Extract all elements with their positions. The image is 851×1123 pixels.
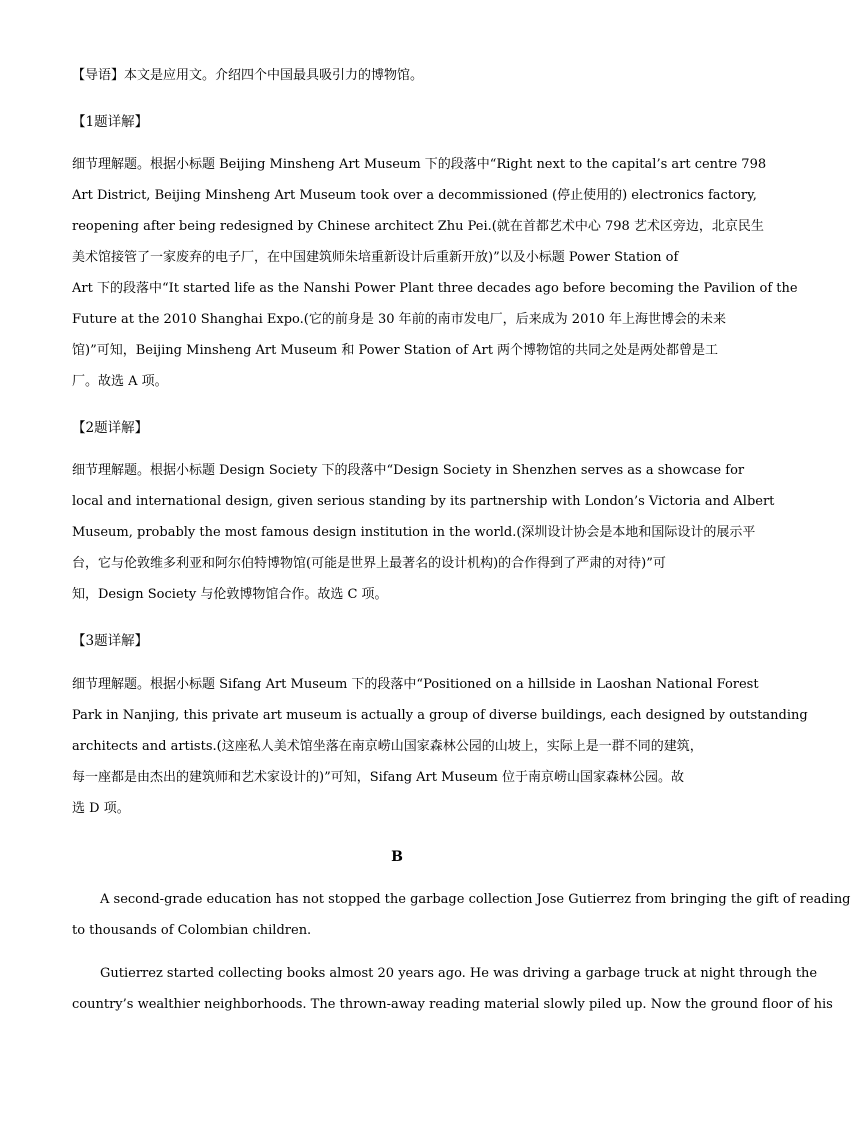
q1-line: 美术馆接管了一家废弃的电子厂，在中国建筑师朱培重新设计后重新开放)”以及小标题 Power Station of xyxy=(72,250,679,265)
q1-heading: 【1题详解】 xyxy=(72,114,149,130)
q2-heading: 【2题详解】 xyxy=(72,420,149,436)
q1-line: 厂。故选 A 项。 xyxy=(72,374,168,389)
q2-line: 知，Design Society 与伦敦博物馆合作。故选 C 项。 xyxy=(72,587,388,602)
q3-line: Park in Nanjing, this private art museum is actually a group of diverse buildings, each designed by outstanding xyxy=(72,708,808,723)
q3-line: 每一座都是由杰出的建筑师和艺术家设计的)”可知，Sifang Art Museum 位于南京崂山国家森林公园。故 xyxy=(72,770,685,785)
q2-line: 细节理解题。根据小标题 Design Society 下的段落中“Design Society in Shenzhen serves as a showcase for xyxy=(72,463,745,478)
q2-line: 台，它与伦敦维多利亚和阿尔伯特博物馆(可能是世界上最著名的设计机构)的合作得到了严肃的对待)”可 xyxy=(72,556,666,571)
q1-line: Art District, Beijing Minsheng Art Museum took over a decommissioned (停止使用的) electronics factory, xyxy=(72,188,757,203)
q1-line: Future at the 2010 Shanghai Expo.(它的前身是 30 年前的南市发电厂，后来成为 2010 年上海世博会的未来 xyxy=(72,312,727,327)
section-b-title: B xyxy=(391,849,403,865)
q1-line: 细节理解题。根据小标题 Beijing Minsheng Art Museum 下的段落中“Right next to the capital’s art centre 798 xyxy=(72,157,767,172)
q3-heading: 【3题详解】 xyxy=(72,633,149,649)
q3-line: 选 D 项。 xyxy=(72,801,130,816)
q1-line: 馆)”可知，Beijing Minsheng Art Museum 和 Power Station of Art 两个博物馆的共同之处是两处都曾是工 xyxy=(72,343,719,358)
section-b-para1-line: A second-grade education has not stopped the garbage collection Jose Gutierrez from bringing the gift of reading xyxy=(100,892,851,907)
q3-line: architects and artists.(这座私人美术馆坐落在南京崂山国家森林公园的山坡上，实际上是一群不同的建筑， xyxy=(72,739,703,754)
section-b-para2-line: country’s wealthier neighborhoods. The thrown-away reading material slowly piled up. Now the ground floor of his xyxy=(72,997,833,1012)
q1-line: reopening after being redesigned by Chinese architect Zhu Pei.(就在首都艺术中心 798 艺术区旁边，北京民生 xyxy=(72,219,764,234)
section-b-para2-line: Gutierrez started collecting books almost 20 years ago. He was driving a garbage truck at night through the xyxy=(100,966,818,981)
section-b-para1-line: to thousands of Colombian children. xyxy=(72,923,312,938)
q2-line: Museum, probably the most famous design institution in the world.(深圳设计协会是本地和国际设计的展示平 xyxy=(72,525,756,540)
q2-line: local and international design, given serious standing by its partnership with London’s Victoria and Albert xyxy=(72,494,775,509)
q3-line: 细节理解题。根据小标题 Sifang Art Museum 下的段落中“Positioned on a hillside in Laoshan National Forest xyxy=(72,677,759,692)
intro-text: 【导语】本文是应用文。介绍四个中国最具吸引力的博物馆。 xyxy=(72,68,424,83)
q1-line: Art 下的段落中“It started life as the Nanshi Power Plant three decades ago before becoming the Pavilion of the xyxy=(72,281,798,296)
